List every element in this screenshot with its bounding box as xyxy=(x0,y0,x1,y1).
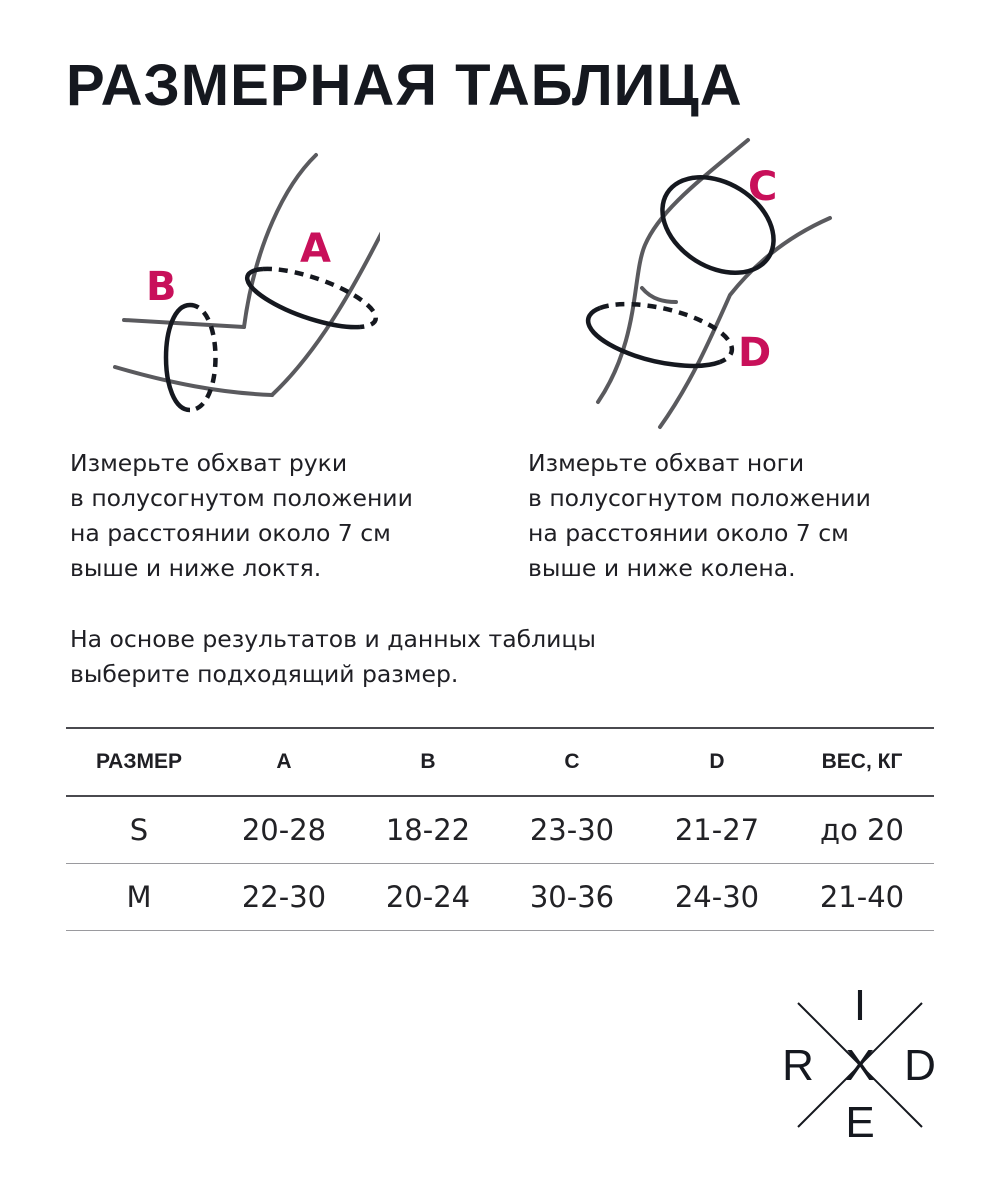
logo-letter-left: R xyxy=(782,1041,814,1090)
table-cell: 20-24 xyxy=(385,880,471,914)
table-cell: 23-30 xyxy=(529,813,615,847)
table-cell: 21-27 xyxy=(674,813,760,847)
label-b: B xyxy=(146,264,177,310)
page-title: РАЗМЕРНАЯ ТАБЛИЦА xyxy=(66,53,743,118)
logo-letter-bottom: E xyxy=(845,1098,875,1145)
size-selection-note xyxy=(70,622,596,692)
table-cell: 22-30 xyxy=(241,880,327,914)
leg-shin-outline xyxy=(660,218,830,427)
table-cell: 21-40 xyxy=(819,880,905,914)
table-cell: M xyxy=(126,880,152,914)
header-c: C xyxy=(564,750,580,773)
header-b: B xyxy=(420,750,436,773)
knee-cap-line xyxy=(642,288,676,302)
measure-ring-b xyxy=(190,305,216,410)
table-cell: 20-28 xyxy=(241,813,327,847)
label-d: D xyxy=(738,330,772,376)
table-cell: 18-22 xyxy=(385,813,471,847)
logo-letter-center: X xyxy=(845,1041,875,1090)
instruction-line: выше и ниже локтя. xyxy=(70,554,322,582)
instruction-line: Измерьте обхват руки xyxy=(70,449,348,477)
arm-instructions xyxy=(70,446,413,586)
instruction-line: в полусогнутом положении xyxy=(528,484,871,512)
logo-letter-right: D xyxy=(904,1041,936,1090)
table-cell: 24-30 xyxy=(674,880,760,914)
table-cell: S xyxy=(129,813,149,847)
header-d: D xyxy=(709,750,725,773)
brand-logo xyxy=(780,985,940,1145)
header-size: РАЗМЕР xyxy=(96,750,182,773)
instruction-line: на расстоянии около 7 см xyxy=(528,519,849,547)
instruction-line: в полусогнутом положении xyxy=(70,484,413,512)
table-cell: 30-36 xyxy=(529,880,615,914)
label-a: A xyxy=(300,226,331,272)
header-a: A xyxy=(276,750,292,773)
label-c: C xyxy=(748,164,778,210)
table-cell: до 20 xyxy=(820,813,904,847)
table-row xyxy=(66,797,934,864)
table-header-row xyxy=(66,727,934,797)
size-table xyxy=(66,727,934,931)
note-line: На основе результатов и данных таблицы xyxy=(70,625,596,653)
arm-forearm-outline xyxy=(124,320,244,327)
elbow-measurement-diagram xyxy=(100,145,380,420)
logo-letter-top: I xyxy=(853,985,867,1030)
knee-measurement-diagram xyxy=(580,130,850,435)
instruction-line: на расстоянии около 7 см xyxy=(70,519,391,547)
table-row xyxy=(66,864,934,931)
arm-forearm-outline xyxy=(115,367,272,395)
instruction-line: Измерьте обхват ноги xyxy=(528,449,805,477)
note-line: выберите подходящий размер. xyxy=(70,660,459,688)
measure-ring-a xyxy=(247,269,360,327)
instruction-line: выше и ниже колена. xyxy=(528,554,796,582)
leg-instructions xyxy=(528,446,871,586)
header-weight: ВЕС, КГ xyxy=(821,750,903,773)
